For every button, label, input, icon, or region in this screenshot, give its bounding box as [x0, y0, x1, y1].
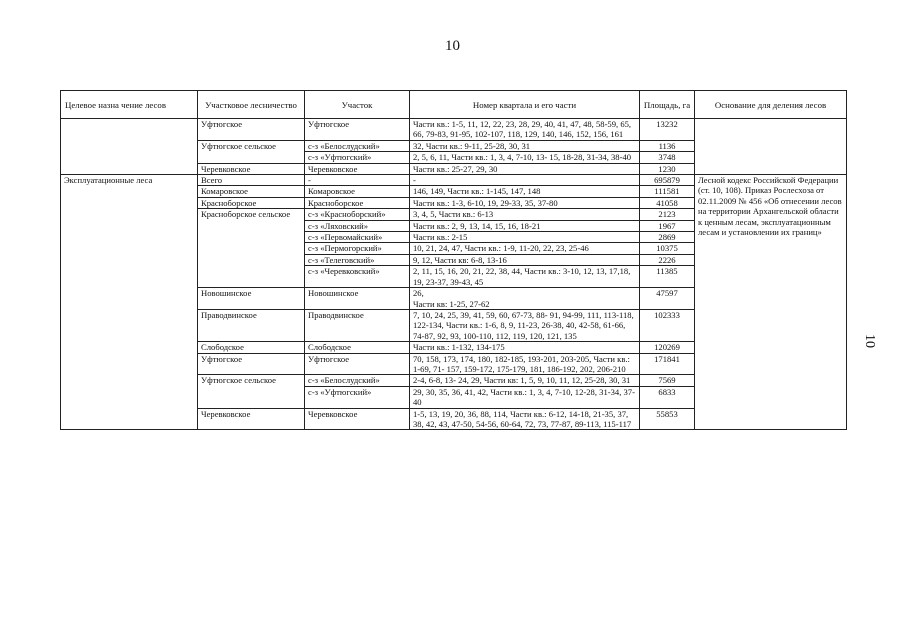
quarter-cell: Части кв.: 2-15	[410, 232, 640, 243]
section-cell: с-з «Белослудский»	[305, 140, 410, 151]
quarter-cell: 3, 4, 5, Части кв.: 6-13	[410, 209, 640, 220]
section-cell: Слободское	[305, 342, 410, 353]
side-page-number: 10	[862, 334, 877, 348]
table-row	[61, 119, 847, 141]
purpose-cell: Эксплуатационные леса	[61, 175, 198, 430]
basis-cell-empty	[695, 119, 847, 175]
header-section: Участок	[305, 91, 410, 119]
area-cell: 6833	[640, 386, 695, 408]
header-purpose: Целевое назна чение лесов	[61, 91, 198, 119]
basis-cell: Лесной кодекс Российской Федерации (ст. 10, 108). Приказ Рослесхоза от 02.11.2009 № 456 «Об отнесении лесов на территории Архангельской области к ценным лесам, эксплуатационным лесам и установлении их границ»	[695, 175, 847, 430]
quarter-cell: 32, Части кв.: 9-11, 25-28, 30, 31	[410, 140, 640, 151]
quarter-cell: 70, 158, 173, 174, 180, 182-185, 193-201, 203-205, Части кв.: 1-69, 71- 157, 159-172, 175-179, 181, 186-192, 202, 206-210	[410, 353, 640, 375]
forestry-cell: Черевковское	[198, 408, 305, 430]
section-cell: Уфтюгское	[305, 119, 410, 141]
area-cell: 1967	[640, 220, 695, 231]
quarter-cell: 9, 12, Части кв: 6-8, 13-16	[410, 254, 640, 265]
area-cell: 2869	[640, 232, 695, 243]
area-cell: 111581	[640, 186, 695, 197]
section-cell: Черевковское	[305, 163, 410, 174]
section-cell: Уфтюгское	[305, 353, 410, 375]
forestry-cell: Уфтюгское сельское	[198, 375, 305, 408]
area-cell: 47597	[640, 288, 695, 310]
table-header-row	[61, 91, 847, 119]
forestry-cell: Красноборское	[198, 197, 305, 208]
area-cell: 695879	[640, 175, 695, 186]
area-cell: 2123	[640, 209, 695, 220]
forestry-cell: Праводвинское	[198, 309, 305, 341]
section-cell: Новошинское	[305, 288, 410, 310]
quarter-cell: 29, 30, 35, 36, 41, 42, Части кв.: 1, 3, 4, 7-10, 12-28, 31-34, 37-40	[410, 386, 640, 408]
area-cell: 3748	[640, 152, 695, 163]
area-cell: 11385	[640, 266, 695, 288]
section-cell: с-з «Уфтюгский»	[305, 386, 410, 408]
quarter-cell	[410, 288, 640, 310]
quarter-cell: Части кв.: 1-3, 6-10, 19, 29-33, 35, 37-80	[410, 197, 640, 208]
section-cell: с-з «Пермогорский»	[305, 243, 410, 254]
area-cell: 7569	[640, 375, 695, 386]
section-cell: с-з «Телеговский»	[305, 254, 410, 265]
quarter-cell: 2, 11, 15, 16, 20, 21, 22, 38, 44, Части кв.: 3-10, 12, 13, 17,18, 19, 23-37, 39-43, 45	[410, 266, 640, 288]
section-cell: с-з «Черевковский»	[305, 266, 410, 288]
quarter-cell: Части кв.: 1-132, 134-175	[410, 342, 640, 353]
forestry-cell: Уфтюгское	[198, 119, 305, 141]
forestry-cell: Уфтюгское	[198, 353, 305, 375]
quarter-cell: -	[410, 175, 640, 186]
forestry-cell: Слободское	[198, 342, 305, 353]
purpose-cell-empty	[61, 119, 198, 175]
area-cell: 1230	[640, 163, 695, 174]
quarter-cell: Части кв.: 1-5, 11, 12, 22, 23, 28, 29, 40, 41, 47, 48, 58-59, 65, 66, 79-83, 91-95, 102-107, 118, 129, 140, 146, 152, 156, 161	[410, 119, 640, 141]
quarter-cell: 10, 21, 24, 47, Части кв.: 1-9, 11-20, 22, 23, 25-46	[410, 243, 640, 254]
header-area: Площадь, га	[640, 91, 695, 119]
forestry-cell: Всего	[198, 175, 305, 186]
area-cell: 10375	[640, 243, 695, 254]
section-cell: Комаровское	[305, 186, 410, 197]
section-cell: с-з «Ляховский»	[305, 220, 410, 231]
section-cell: с-з «Первомайский»	[305, 232, 410, 243]
area-cell: 120269	[640, 342, 695, 353]
quarter-cell: 146, 149, Части кв.: 1-145, 147, 148	[410, 186, 640, 197]
header-basis: Основание для деления лесов	[695, 91, 847, 119]
forestry-cell: Новошинское	[198, 288, 305, 310]
section-cell: Праводвинское	[305, 309, 410, 341]
quarter-line: 26,	[413, 288, 424, 299]
header-quarter: Номер квартала и его части	[410, 91, 640, 119]
page-number: 10	[445, 38, 460, 54]
forestry-cell: Красноборское сельское	[198, 209, 305, 288]
area-cell: 171841	[640, 353, 695, 375]
quarter-cell: 2, 5, 6, 11, Части кв.: 1, 3, 4, 7-10, 13- 15, 18-28, 31-34, 38-40	[410, 152, 640, 163]
forestry-cell: Комаровское	[198, 186, 305, 197]
section-cell: с-з «Красноборский»	[305, 209, 410, 220]
area-cell: 41058	[640, 197, 695, 208]
quarter-cell: Части кв.: 2, 9, 13, 14, 15, 16, 18-21	[410, 220, 640, 231]
forestry-cell: Черевковское	[198, 163, 305, 174]
section-cell: Красноборское	[305, 197, 410, 208]
table-row	[61, 175, 847, 186]
quarter-cell: 2-4, 6-8, 13- 24, 29, Части кв: 1, 5, 9, 10, 11, 12, 25-28, 30, 31	[410, 375, 640, 386]
forest-division-table	[60, 90, 847, 430]
section-cell: с-з «Уфтюгский»	[305, 152, 410, 163]
forestry-cell: Уфтюгское сельское	[198, 140, 305, 163]
area-cell: 1136	[640, 140, 695, 151]
section-cell: -	[305, 175, 410, 186]
section-cell: Черевковское	[305, 408, 410, 430]
section-cell: с-з «Белослудский»	[305, 375, 410, 386]
area-cell: 2226	[640, 254, 695, 265]
header-forestry: Участковое лесничество	[198, 91, 305, 119]
quarter-cell: 1-5, 13, 19, 20, 36, 88, 114, Части кв.: 6-12, 14-18, 21-35, 37, 38, 42, 43, 47-50, 54-56, 60-64, 72, 73, 77-87, 89-113, 115-117	[410, 408, 640, 430]
quarter-line: Части кв: 1-25, 27-62	[413, 298, 490, 309]
quarter-cell: 7, 10, 24, 25, 39, 41, 59, 60, 67-73, 88- 91, 94-99, 111, 113-118, 122-134, Части кв.: 1-6, 8, 9, 11-23, 26-38, 40, 42-58, 61-66, 74-87, 92, 93, 100-110, 112, 119, 120, 121, 135	[410, 309, 640, 341]
quarter-cell: Части кв.: 25-27, 29, 30	[410, 163, 640, 174]
area-cell: 13232	[640, 119, 695, 141]
area-cell: 102333	[640, 309, 695, 341]
area-cell: 55853	[640, 408, 695, 430]
